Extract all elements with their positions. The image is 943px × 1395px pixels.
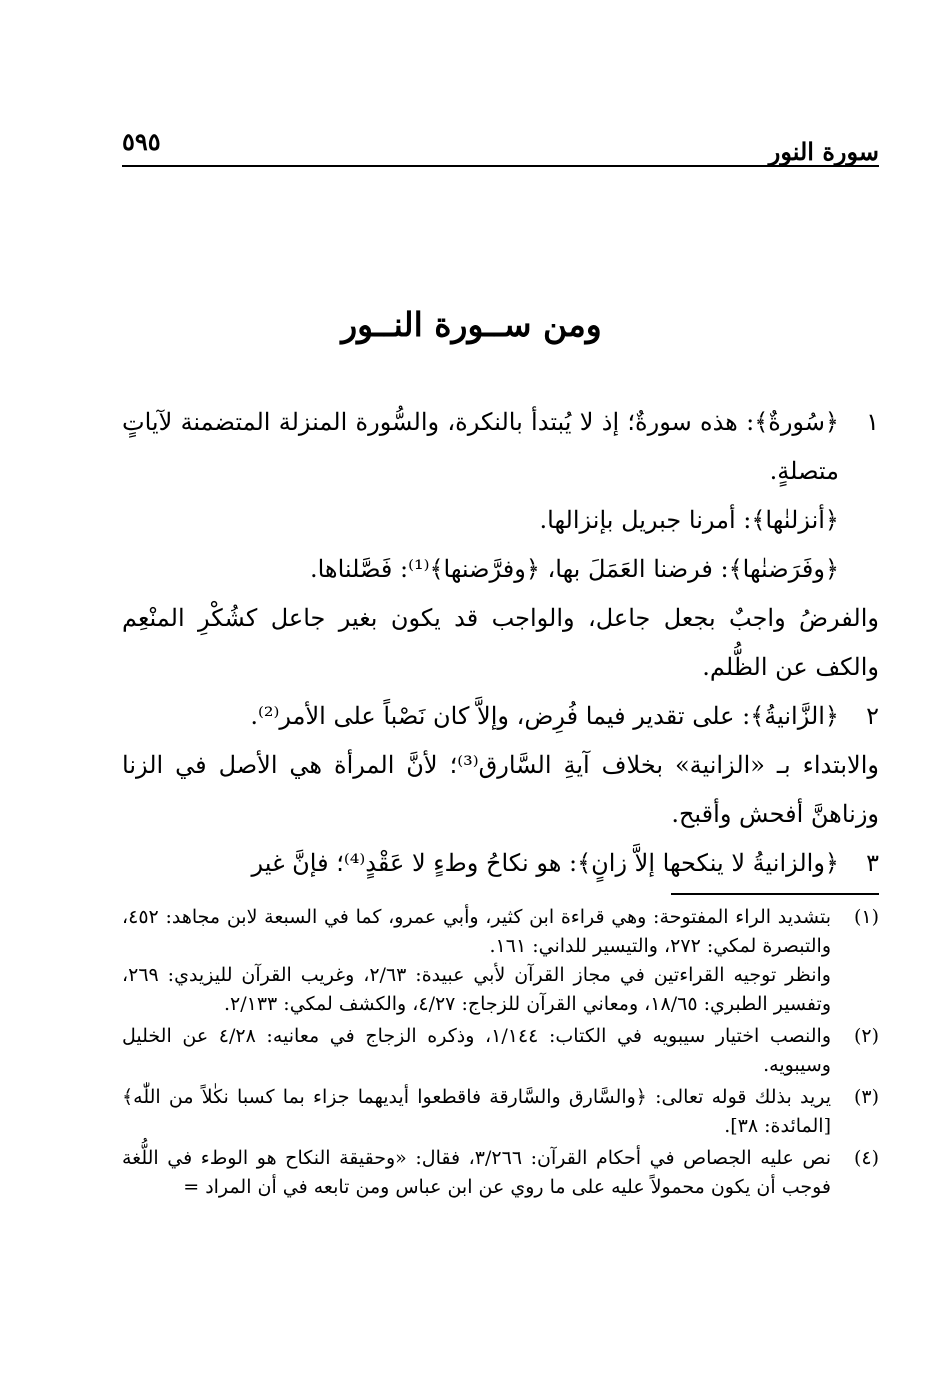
paragraph-faradnaha	[122, 545, 879, 594]
paragraph-text: ﴿أنزلنٰها﴾: أمرنا جبريل بإنزالها.	[539, 506, 839, 534]
paragraph-text: والابتداء بـ «الزانية» بخلاف آيةِ السَّارق⁽³⁾؛ لأنَّ المرأة هي الأصل في الزنا وزناهنَّ أفحش وأقبح.	[122, 751, 879, 828]
paragraph-verse-1	[122, 398, 879, 496]
commentary-body	[122, 398, 879, 888]
footnote-4	[122, 1144, 879, 1202]
footnote-mark: (٣)	[853, 1086, 879, 1108]
footnote-1	[122, 903, 879, 1019]
paragraph-verse-3	[122, 839, 879, 888]
paragraph-text: ﴿وفَرَضنٰها﴾: فرضنا العَمَلَ بها، ﴿وفرَّضنها﴾⁽¹⁾: فَصَّلناها.	[309, 555, 839, 583]
footnote-separator	[671, 893, 879, 895]
footnote-text: يريد بذلك قوله تعالى: ﴿والسَّارق والسَّارقة فاقطعوا أيديهما جزاء بما كسبا نكٰلاً من اللّٰه﴾ [المائدة: ٣٨].	[122, 1086, 831, 1137]
footnotes	[122, 903, 879, 1205]
header-rule	[122, 165, 879, 167]
paragraph-fard	[122, 594, 879, 692]
footnote-text: بتشديد الراء المفتوحة: وهي قراءة ابن كثير، وأبي عمرو، كما في السبعة لابن مجاهد: ٤٥٢، والتبصرة لمكي: ٢٧٢، والتيسير للداني: ١٦١.	[122, 906, 831, 957]
paragraph-text: والفرضُ واجبٌ بجعل جاعل، والواجب قد يكون بغير جاعل كشُكْرِ المنْعِم والكف عن الظُّلم.	[122, 604, 879, 681]
footnote-mark: (٢)	[853, 1025, 879, 1047]
paragraph-text: ﴿والزانيةُ لا ينكحها إلاَّ زانٍ﴾: هو نكاحُ وطءٍ لا عَقْدٍ⁽⁴⁾؛ فإنَّ غير	[251, 849, 839, 877]
footnote-text: وانظر توجيه القراءتين في مجاز القرآن لأبي عبيدة: ٢/٦٣، وغريب القرآن لليزيدي: ٢٦٩، وتفسير الطبري: ١٨/٦٥، ومعاني القرآن للزجاج: ٤/٢٧، والكشف لمكي: ٢/١٣٣.	[122, 964, 831, 1015]
footnote-2	[122, 1022, 879, 1080]
footnote-3	[122, 1083, 879, 1141]
surah-heading: ومن ســورة النــور	[341, 305, 602, 344]
footnote-mark: (١)	[853, 906, 879, 928]
page-number: ٥٩٥	[122, 127, 161, 156]
running-header	[122, 127, 879, 167]
running-header-title: سورة النور	[768, 137, 879, 166]
footnote-text: نص عليه الجصاص في أحكام القرآن: ٣/٢٦٦، فقال: «وحقيقة النكاح هو الوطء في اللُّغة فوجب أن يكون محمولاً عليه على ما روي عن ابن عباس ومن تابعه في أن المراد =	[122, 1147, 831, 1198]
verse-number: ٢	[866, 702, 879, 730]
footnote-text: والنصب اختيار سيبويه في الكتاب: ١/١٤٤، وذكره الزجاج في معانيه: ٤/٢٨ عن الخليل وسيبويه.	[122, 1025, 831, 1076]
paragraph-verse-2	[122, 692, 879, 741]
paragraph-ibtida	[122, 741, 879, 839]
verse-number: ٣	[866, 849, 879, 877]
footnote-mark: (٤)	[853, 1147, 879, 1169]
paragraph-text: ﴿سُورةٌ﴾: هذه سورةٌ؛ إذ لا يُبتدأ بالنكرة، والسُّورة المنزلة المتضمنة لآياتٍ متصلةٍ.	[122, 408, 839, 485]
paragraph-text: ﴿الزَّانيةُ﴾: على تقدير فيما فُرِض، وإلاَّ كان نَصْباً على الأمر⁽²⁾.	[250, 702, 839, 730]
paragraph-anzalnaha	[122, 496, 879, 545]
verse-number: ١	[866, 408, 879, 436]
